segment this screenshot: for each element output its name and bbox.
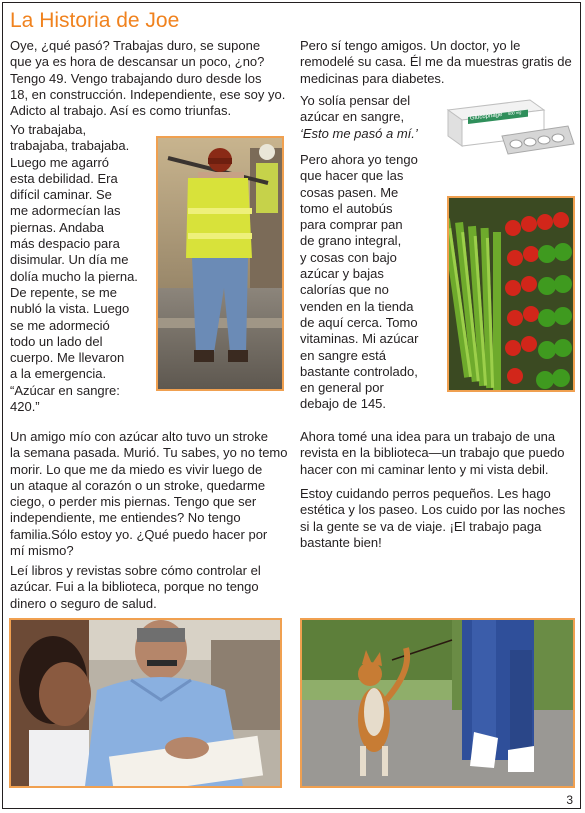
dogs-paragraph	[300, 486, 580, 551]
text-line: independiente, me entiendes? No tengo	[10, 510, 241, 526]
text-line: más despacio para	[10, 236, 120, 252]
text-line: cuerpo. Me llevaron	[10, 350, 125, 366]
text-line: y cosas con bajo	[300, 249, 397, 265]
text-line: azúcar. Fui a la biblioteca, porque no tengo	[10, 579, 259, 595]
text-line: Tengo 49. Vengo trabajando duro desde los	[10, 70, 262, 86]
now-i-have-paragraph	[300, 152, 450, 413]
text-line: vitaminas. Mi azúcar	[300, 331, 419, 347]
intro-paragraph	[10, 38, 290, 119]
text-line: azúcar y bajas	[300, 266, 384, 282]
text-line: que ya es hora de descansar un poco, ¿no?	[10, 54, 265, 70]
text-line: difícil caminar. Se	[10, 187, 112, 203]
text-line: para comprar pan	[300, 217, 403, 233]
text-line: si la gente se va de viaje. ¡El trabajo paga	[300, 518, 542, 534]
text-line: un ataque al corazón o un stroke, quedarme	[10, 477, 266, 493]
text-line: ‘Esto me pasó a mí.’	[300, 125, 418, 141]
text-line: Luego me agarró	[10, 154, 110, 170]
text-line: que hacer que las	[300, 168, 404, 184]
text-line: en sangre está	[300, 347, 387, 363]
friend-stroke-paragraph	[10, 429, 290, 559]
text-line: debajo de 145.	[300, 396, 387, 412]
text-line: de aquí cerca. Tomo	[300, 314, 418, 330]
text-line: piernas. Andaba	[10, 219, 104, 235]
text-line: en general por	[300, 380, 384, 396]
text-line: dinero o seguro de salud.	[10, 595, 157, 611]
read-books-paragraph	[10, 563, 290, 612]
text-line: ciego, o perder mis piernas. Tengo que ser	[10, 494, 257, 510]
text-line: Adicto al trabajo. Así es como triunfas.	[10, 103, 232, 119]
text-line: Leí libros y revistas sobre cómo controlar el	[10, 563, 261, 578]
text-line: esta debilidad. Era	[10, 170, 118, 186]
text-line: hacer con mi caminar lento y mi vista debil.	[300, 461, 549, 477]
text-line: Pero sí tengo amigos. Un doctor, yo le	[300, 38, 521, 53]
dog-walking-photo	[300, 618, 575, 788]
text-line: nubló la vista. Luego	[10, 301, 130, 317]
text-line: Oye, ¿qué pasó? Trabajas duro, se supone	[10, 38, 261, 53]
page-number: 3	[566, 793, 573, 807]
text-line: Yo trabajaba,	[10, 122, 87, 137]
text-line: De repente, se me	[10, 284, 117, 300]
library-photo	[9, 618, 282, 788]
medicine-box-dose: 500 mg	[508, 109, 522, 117]
text-line: todo un lado del	[10, 333, 103, 349]
text-line: disimular. Un día me	[10, 252, 129, 268]
text-line: venden en la tienda	[300, 298, 414, 314]
text-line: Pero ahora yo tengo	[300, 152, 418, 167]
text-line: azúcar en sangre,	[300, 109, 405, 125]
text-line: la semana pasada. Murió. Tu sabes, yo no temo	[10, 445, 288, 461]
text-line: Ahora tomé una idea para un trabajo de una	[300, 429, 556, 444]
text-line: se me adormeció	[10, 317, 110, 333]
text-line: revista en la biblioteca—un trabajo que puedo	[300, 445, 565, 461]
text-line: me adormecían las	[10, 203, 121, 219]
text-line: Yo solía pensar del	[300, 93, 411, 108]
text-line: trabajaba, trabajaba.	[10, 138, 130, 154]
text-line: “Azúcar en sangre:	[10, 382, 120, 398]
text-line: calorías que no	[300, 282, 389, 298]
job-idea-paragraph	[300, 429, 580, 478]
text-line: remodelé su casa. Él me da muestras gratis de	[300, 54, 572, 70]
text-line: medicinas para diabetes.	[300, 70, 445, 86]
friends-paragraph	[300, 38, 580, 87]
used-to-think-paragraph	[300, 93, 440, 142]
text-line: mí mismo?	[10, 543, 74, 559]
vegetables-photo	[447, 196, 575, 392]
text-line: 420.”	[10, 399, 40, 415]
text-line: familia.Sólo estoy yo. ¿Qué puedo hacer por	[10, 526, 268, 542]
text-line: 18, en construcción. Independiente, ese soy yo.	[10, 86, 286, 102]
text-line: Un amigo mío con azúcar alto tuvo un stroke	[10, 429, 268, 444]
text-line: dolía mucho la pierna.	[10, 268, 138, 284]
text-line: estética y los paseo. Los cuido por las noches	[300, 502, 566, 518]
worked-paragraph	[10, 122, 155, 415]
text-line: bastante bien!	[300, 534, 382, 550]
text-line: de grano integral,	[300, 233, 402, 249]
text-line: morir. Lo que me da miedo es vivir luego de	[10, 461, 263, 477]
text-line: tomo el autobús	[300, 200, 393, 216]
text-line: a la emergencia.	[10, 366, 107, 382]
text-line: Estoy cuidando perros pequeños. Les hago	[300, 486, 551, 501]
text-line: bastante controlado,	[300, 363, 418, 379]
medicine-box-brand: Glucophage	[470, 111, 503, 122]
page-title: La Historia de Joe	[10, 9, 180, 32]
medicine-box-image	[444, 90, 576, 160]
construction-worker-photo	[156, 136, 284, 391]
text-line: cosas pasen. Me	[300, 184, 399, 200]
